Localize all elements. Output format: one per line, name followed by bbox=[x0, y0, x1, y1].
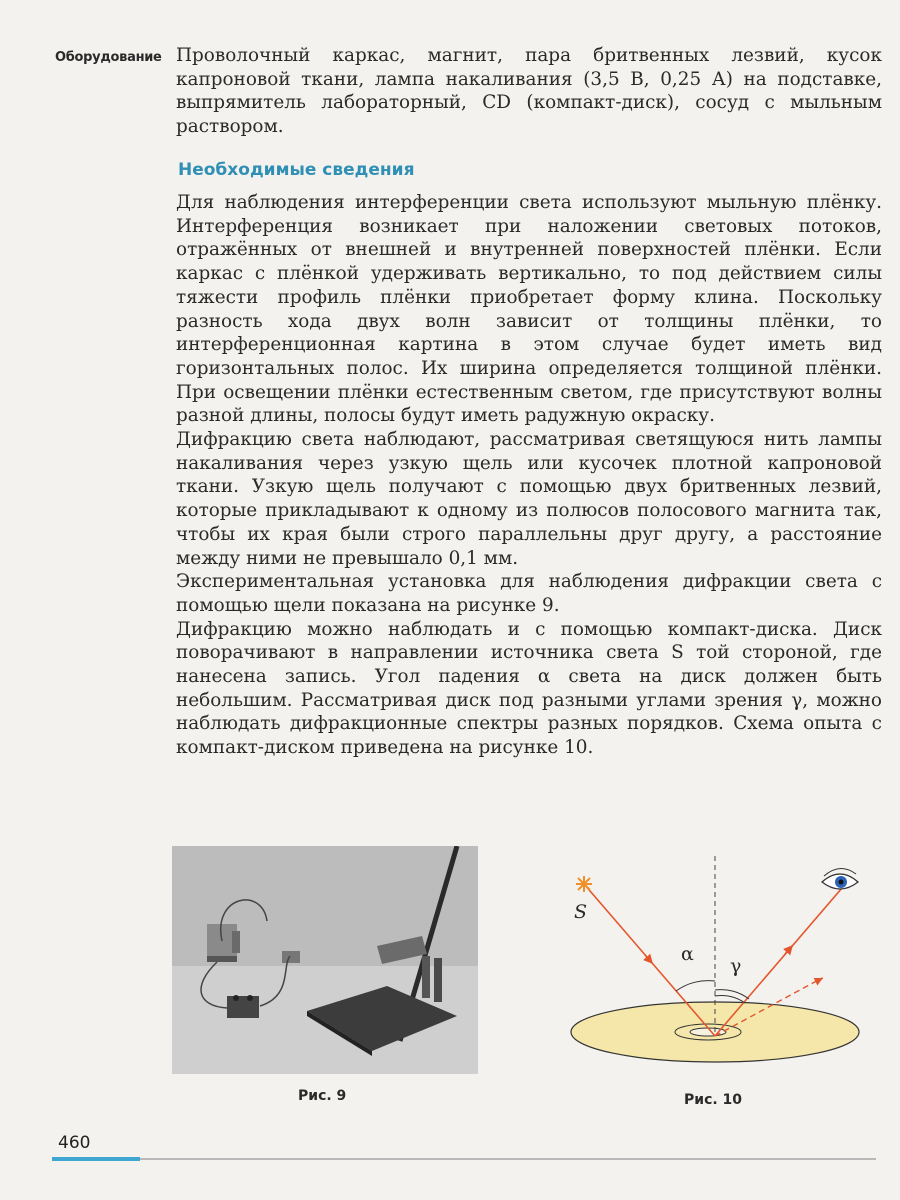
page-number: 460 bbox=[58, 1133, 91, 1153]
figure-10-caption: Рис. 10 bbox=[684, 1092, 743, 1108]
footer-rule bbox=[140, 1158, 876, 1160]
figure-9-photo bbox=[172, 846, 478, 1074]
paragraph-compact-disc: Дифракцию можно наблюдать и с помощью компакт-диска. Диск поворачивают в направлении источника света S той стороной, где нанесена запись. Угол падения α света на диск должен быть небольшим. Рассматривая диск под разными углами зрения γ, можно наблюдать дифракционные спектры разных порядков. Схема опыта с компакт-диском приведена на рисунке 10. bbox=[176, 618, 882, 759]
section-title: Необходимые сведения bbox=[178, 160, 415, 180]
incident-ray-arrow bbox=[645, 955, 653, 964]
figure-9-caption: Рис. 9 bbox=[298, 1088, 347, 1104]
source-label: S bbox=[574, 901, 588, 923]
light-source-star-icon bbox=[576, 876, 592, 892]
paragraph-setup-reference: Экспериментальная установка для наблюдения дифракции света с помощью щели показана на рисунке 9. bbox=[176, 571, 882, 616]
eye-icon bbox=[822, 868, 858, 889]
diffracted-ray-arrow bbox=[785, 945, 793, 954]
equipment-label: Оборудование bbox=[55, 50, 162, 65]
section-body bbox=[176, 191, 882, 760]
footer-accent-rule bbox=[52, 1157, 140, 1161]
reflected-ray-arrow bbox=[815, 978, 823, 982]
alpha-label: α bbox=[681, 943, 694, 965]
figure-10-diagram bbox=[560, 856, 880, 1088]
paragraph-diffraction-slit: Дифракцию света наблюдают, рассматривая светящуюся нить лампы накаливания через узкую щель или кусочек плотной капроновой ткани. Узкую щель получают с помощью двух бритвенных лезвий, которые прикладывают к одному из полюсов полосового магнита так, чтобы их края были строго параллельны друг другу, а расстояние между ними не превышало 0,1 мм. bbox=[176, 429, 882, 569]
equipment-text-block bbox=[176, 44, 882, 139]
gamma-arc-2 bbox=[715, 990, 749, 999]
paragraph-interference: Для наблюдения интерференции света используют мыльную плёнку. Интерференция возникает при наложении световых потоков, отражённых от внешней и внутренней поверхностей плёнки. Если каркас с плёнкой удерживать вертикально, то под действием силы тяжести профиль плёнки приобретает форму клина. Поскольку разность хода двух волн зависит от толщины плёнки, то интерференционная картина в этом случае будет иметь вид горизонтальных полос. Их ширина определяется толщиной плёнки. При освещении плёнки естественным светом, где присутствуют волны разной длины, полосы будут иметь радужную окраску. bbox=[176, 192, 882, 427]
gamma-label: γ bbox=[730, 955, 742, 977]
alpha-arc bbox=[676, 981, 715, 991]
apparatus-photo-image bbox=[172, 846, 478, 1074]
equipment-text: Проволочный каркас, магнит, пара бритвенных лезвий, кусок капроновой ткани, лампа накаливания (3,5 В, 0,25 А) на подставке, выпрямитель лабораторный, CD (компакт-диск), сосуд с мыльным раствором. bbox=[176, 45, 882, 138]
